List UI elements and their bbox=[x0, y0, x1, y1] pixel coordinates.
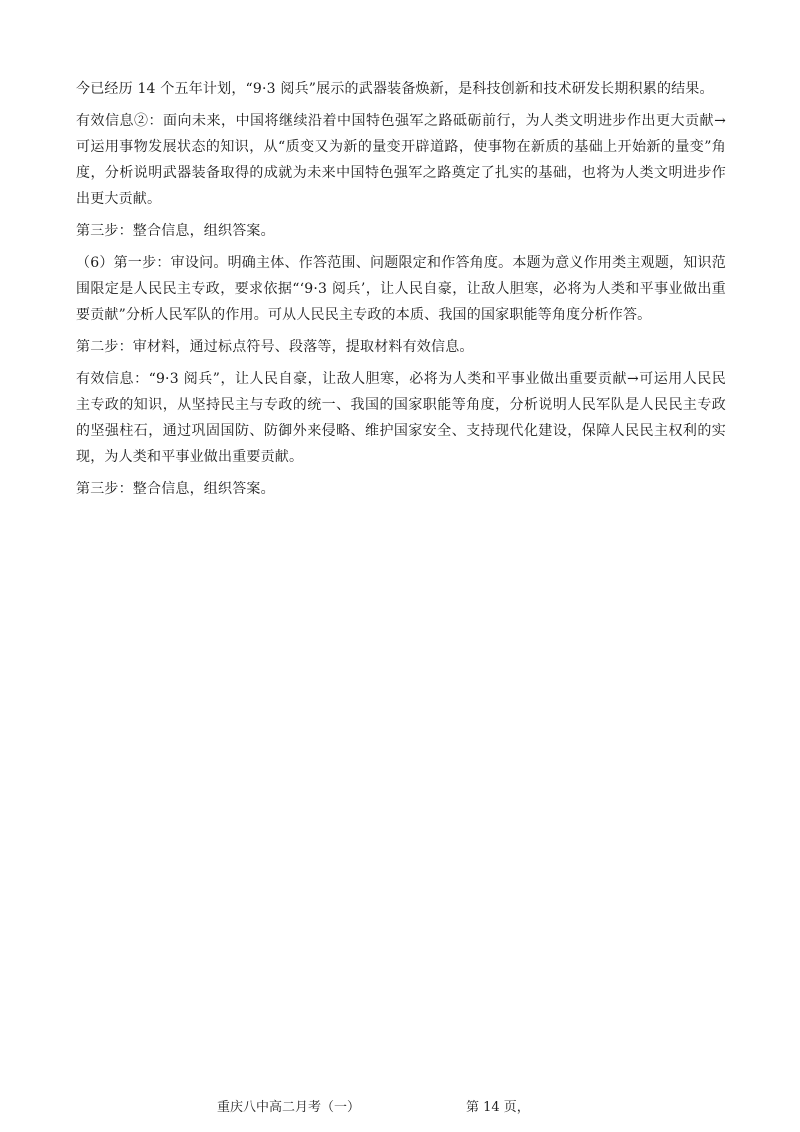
footer-school-exam: 重庆八中高二月考（一） bbox=[217, 1100, 361, 1115]
paragraph-effective-info: 有效信息：“9·3 阅兵”，让人民自豪，让敌人胆寒，必将为人类和平事业做出重要贡献→可运用人民民主专政的知识，从坚持民主与专政的统一、我国的国家职能等角度，分析说明人民军队是人民民主专政的坚强柱石，通过巩固国防、防御外来侵略、维护国家安全、支持现代化建设，保障人民民主权利的实现，为人类和平事业做出重要贡献。 bbox=[76, 371, 726, 465]
paragraph-intro: 今已经历 14 个五年计划，“9·3 阅兵”展示的武器装备焕新，是科技创新和技术研发长期积累的结果。 bbox=[76, 81, 714, 97]
paragraph-effective-info-2: 有效信息②：面向未来，中国将继续沿着中国特色强军之路砥砺前行，为人类文明进步作出更大贡献→可运用事物发展状态的知识，从“质变又为新的量变开辟道路，使事物在新质的基础上开始新的量变”角度，分析说明武器装备取得的成就为未来中国特色强军之路奠定了扎实的基础，也将为人类文明进步作出更大贡献。 bbox=[76, 113, 726, 207]
paragraph-question-6-step-1: （6）第一步：审设问。明确主体、作答范围、问题限定和作答角度。本题为意义作用类主观题，知识范围限定是人民民主专政，要求依据“‘9·3 阅兵’，让人民自豪，让敌人胆寒，必将为人类和平事业做出重要贡献”分析人民军队的作用。可从人民民主专政的本质、我国的国家职能等角度分析作答。 bbox=[76, 255, 726, 323]
footer-page-number: 第 14 页， bbox=[466, 1100, 530, 1115]
paragraph-step-3-a: 第三步：整合信息，组织答案。 bbox=[76, 223, 275, 239]
paragraph-step-3-b: 第三步：整合信息，组织答案。 bbox=[76, 481, 275, 497]
document-body bbox=[76, 76, 726, 508]
paragraph-step-2: 第二步：审材料，通过标点符号、段落等，提取材料有效信息。 bbox=[76, 339, 474, 355]
